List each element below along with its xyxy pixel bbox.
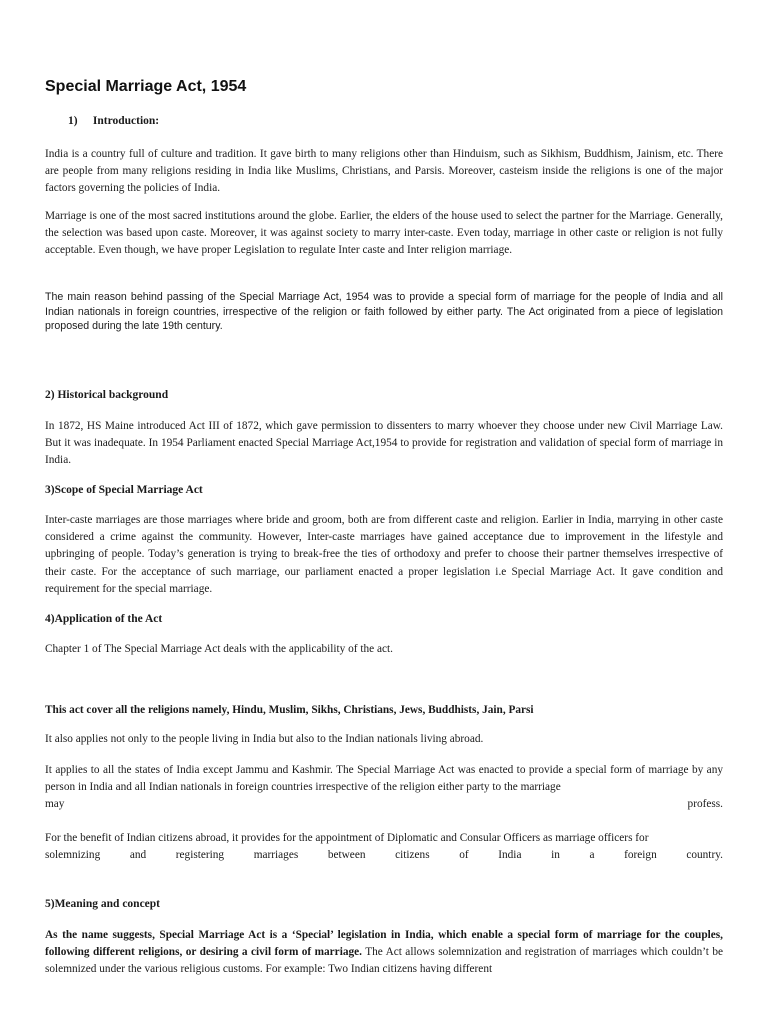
meaning-normal-text: The Act allows solemnization and registration of marriages which couldn’t be solemnized under the various religious customs. For example: Two Indian citizens having different bbox=[45, 946, 724, 976]
benefit-tail-word: India bbox=[498, 849, 522, 861]
scope-paragraph: Inter-caste marriages are those marriages where bride and groom, both are from different caste and religion. Earlier in India, marrying in other caste considered a crime against the community. However, Inter-caste marriages have gained acceptance due to improvement in the lifestyle and upbringing of people. Today’s generation is trying to break-free the ties of orthodoxy and prefer to choose their partner themselves irrespective of their caste. For the acceptance of such marriage, our parliament enacted a proper legislation i.e Special Marriage Act. It gave condition and requirement for the special marriage. bbox=[45, 514, 723, 595]
introduction-label: Introduction: bbox=[92, 115, 160, 127]
benefit-tail-word: in bbox=[551, 849, 560, 861]
meaning-heading: 5)Meaning and concept bbox=[45, 898, 160, 910]
states-paragraph-tail bbox=[45, 796, 723, 813]
religions-line: This act cover all the religions namely, Hindu, Muslim, Sikhs, Christians, Jews, Buddhists, Jain, Parsi bbox=[45, 704, 534, 716]
document-title: Special Marriage Act, 1954 bbox=[45, 78, 247, 95]
introduction-number: 1) bbox=[68, 115, 78, 127]
historical-paragraph: In 1872, HS Maine introduced Act III of 1872, which gave permission to dissenters to marry whoever they choose under new Civil Marriage Law. But it was inadequate. In 1954 Parliament enacted Special Marriage Act,1954 to provide for registration and validation of special form of marriage in India. bbox=[45, 420, 723, 467]
intro-paragraph-1: India is a country full of culture and tradition. It gave birth to many religions other than Hinduism, such as Sikhism, Buddhism, Jainism, etc. There are people from many religions residing in India like Muslims, Christians, and Parsis. Moreover, casteism inside the religions is one of the major factors governing the policies of India. bbox=[45, 148, 723, 195]
benefit-tail-word: country. bbox=[686, 849, 723, 861]
states-paragraph: It applies to all the states of India except Jammu and Kashmir. The Special Marriage Act was enacted to provide a special form of marriage by any person in India and all Indian nationals in foreign countries irrespective of the religion either party to the marriage bbox=[45, 764, 723, 794]
historical-heading: 2) Historical background bbox=[45, 389, 169, 401]
intro-paragraph-2: Marriage is one of the most sacred institutions around the globe. Earlier, the elders of the house used to select the partner for the Marriage. Generally, the selection was based upon caste. Moreover, it was against society to marry inter-caste. Even today, marriage in other caste or religion is not fully acceptable. Even though, we have proper Legislation to regulate Inter caste and Inter religion marriage. bbox=[45, 210, 723, 257]
benefit-tail-word: of bbox=[459, 849, 469, 861]
chapter-line: Chapter 1 of The Special Marriage Act deals with the applicability of the act. bbox=[45, 643, 393, 655]
benefit-tail-word: marriages bbox=[253, 849, 299, 861]
introduction-heading bbox=[68, 115, 159, 127]
states-tail-word: may bbox=[45, 798, 65, 810]
benefit-tail-word: between bbox=[327, 849, 366, 861]
benefit-paragraph: For the benefit of Indian citizens abroad, it provides for the appointment of Diplomatic and Consular Officers as marriage officers for bbox=[45, 832, 649, 844]
meaning-paragraph bbox=[45, 927, 723, 979]
abroad-line: It also applies not only to the people living in India but also to the Indian nationals living abroad. bbox=[45, 733, 484, 745]
states-tail-word: profess. bbox=[687, 798, 723, 810]
benefit-tail-word: solemnizing bbox=[45, 849, 101, 861]
benefit-tail-word: a bbox=[589, 849, 595, 861]
meaning-bold-text: As the name suggests, Special Marriage Act is a ‘Special’ legislation in India, which enable a special form of marriage for the couples, following different religions, or desiring a civil form of marriage. bbox=[45, 929, 723, 959]
benefit-tail-word: and bbox=[129, 849, 147, 861]
intro-paragraph-3: The main reason behind passing of the Special Marriage Act, 1954 was to provide a special form of marriage for the people of India and all Indian nationals in foreign countries, irrespective of the religion or faith followed by either party. The Act originated from a piece of legislation proposed during the late 19th century. bbox=[45, 291, 723, 332]
scope-heading: 3)Scope of Special Marriage Act bbox=[45, 484, 203, 496]
benefit-paragraph-tail bbox=[45, 847, 723, 864]
benefit-tail-word: foreign bbox=[624, 849, 657, 861]
benefit-tail-word: citizens bbox=[395, 849, 430, 861]
benefit-tail-word: registering bbox=[175, 849, 225, 861]
application-heading: 4)Application of the Act bbox=[45, 613, 163, 625]
